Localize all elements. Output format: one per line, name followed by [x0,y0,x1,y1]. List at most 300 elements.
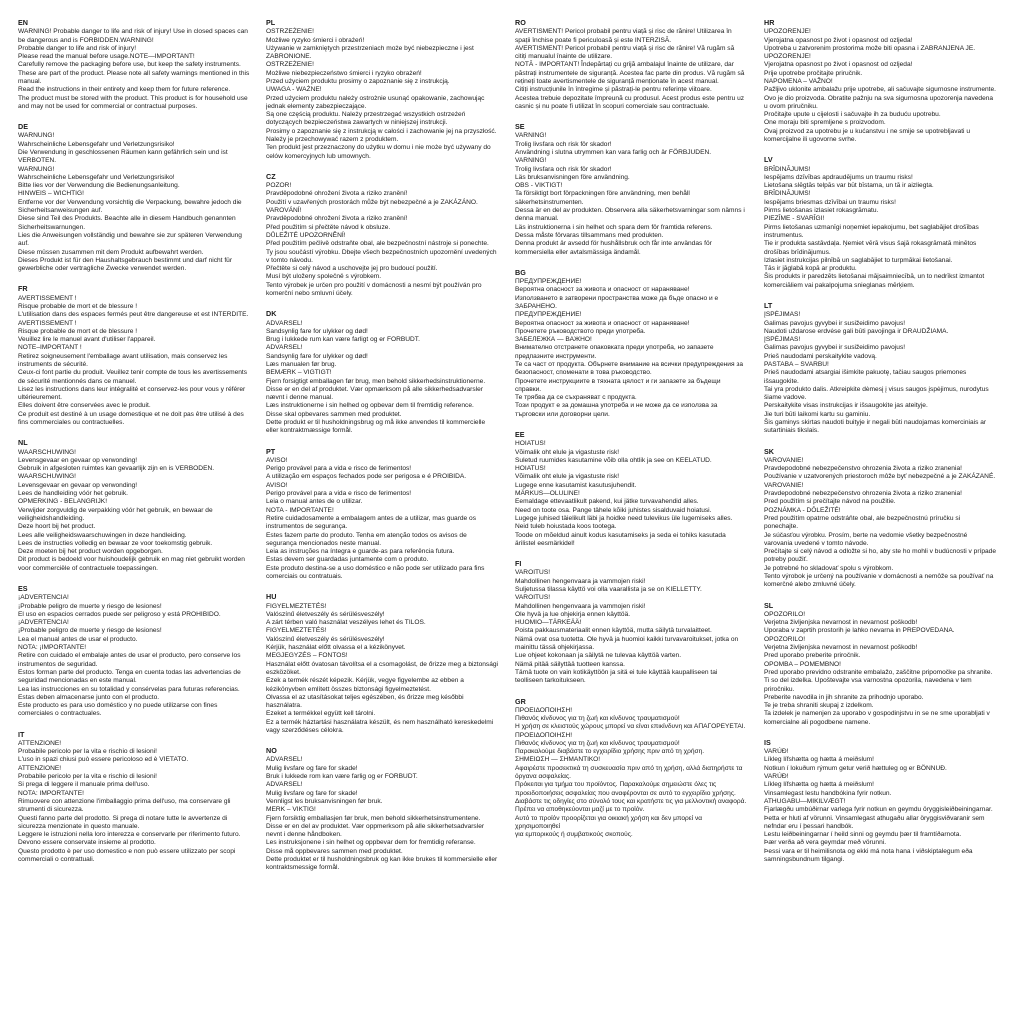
warning-text-block [18,740,250,864]
warning-text-block [266,603,498,736]
warning-line: Před použitím si přečtěte návod k obsluze. [266,223,391,231]
warning-line: Levensgevaar en gevaar op verwonding! [18,481,138,489]
warning-line: Este producto es para uso doméstico y no puede utilizarse con fines comerciales o contractuales. [18,702,218,718]
warning-line: VAROVÁNÍ! [266,207,302,215]
warning-line: Need on toote osa. Pange tähele kõiki juhistes sisalduvaid hoiatusi. [515,506,712,514]
warning-line: Ovo je dio proizvoda. Obratite pažnju na sva sigurnosna upozorenja navedena u ovom priručniku. [764,94,994,110]
warning-line: PIEZĪME - SVARĪGI! [764,215,825,223]
warning-line: Prieš naudodami atsargiai išimkite pakuotę, tačiau saugos priemones išsaugokite. [764,369,967,385]
warning-line: ADVARSEL! [266,319,303,327]
warning-line: VARNING! [515,157,547,165]
warning-line: Pravděpodobné ohrožení života a riziko zranění! [266,215,408,223]
warning-line: VAROVANIE! [764,481,804,489]
warning-line: One moraju biti spremljene s proizvodom. [764,119,886,127]
warning-text-block [515,278,747,419]
warning-line: OSTRZEŻENIE! [266,28,314,36]
warning-line: Je súčasťou výrobku. Prosím, berte na vedomie všetky bezpečnostné varovania uvedené v tomto návode. [764,531,968,547]
warning-line: Přečtěte si celý návod a uschovejte jej pro budoucí použití. [266,265,438,273]
warning-text-block [764,611,996,727]
warning-line: Fjern forsiktig emballasjen før bruk, men behold sikkerhetsinstrumentene. [266,814,481,822]
warning-line: Þetta er hluti af vörunni. Vinsamlegast athugaðu allar öryggisviðvaranir sem nefndar eru í þessari handbók. [764,814,985,830]
warning-line: Lue ohjeet kokonaan ja säilytä ne tulevaa käyttöä varten. [515,652,682,660]
warning-line: Vennligst les bruksanvisningen før bruk. [266,797,383,805]
warning-text-block [764,166,996,290]
language-code: CZ [266,171,276,181]
warning-line: Võimalik oht elule ja vigastuste risk! [515,473,620,481]
warning-line: VAROVANIE! [764,456,804,464]
language-code: IS [764,737,771,747]
warning-line: Disse er en del av produktet. Vær oppmerksom på alle sikkerhetsadvarsler nevnt i denne håndboken. [266,822,485,839]
warning-line: Pravdepodobné nebezpečenstvo ohrozenia života a riziko zranenia! [764,465,962,473]
warning-line: Lies die Anweisungen vollständig und bewahre sie zur späteren Verwendung auf. [18,231,242,248]
warning-text-block [18,28,250,111]
warning-line: ¡Probable peligro de muerte y riesgo de lesiones! [18,602,162,610]
warning-line: Pirms lietošanas izlasiet rokasgrāmatu. [764,207,879,215]
warning-line: Neid tuleb hoiustada koos tootega. [515,523,617,531]
warning-line: Lestu leiðbeiningarnar í heild sinni og geymdu þær til framtíðarnota. [764,831,962,839]
warning-text-block [18,132,250,273]
warning-line: Probabile pericolo per la vita e rischio di lesioni! [18,773,157,781]
warning-line: Þessi vara er til heimilisnota og ekki má nota hana í viðskiptalegum eða samningsbundnum tilgangi. [764,847,973,864]
warning-line: L'utilisation dans des espaces fermés peut être dangereuse et est INTERDITE. [18,311,249,319]
language-code: PT [266,446,276,456]
warning-line: AVERTISMENT! Pericol probabil pentru viață și risc de rănire! Utilizarea în spații închise poate fi periculoasă și este INTERZISĂ. [515,28,732,44]
warning-line: Estes fazem parte do produto. Tenha em atenção todos os avisos de segurança mencionados neste manual. [266,531,467,547]
warning-line: Ten produkt jest przeznaczony do użytku w domu i nie może być używany do celów komercyjnych lub umownych. [266,144,491,160]
warning-line: Prosimy o zapoznanie się z instrukcją w całości i zachowanie jej na przyszłość. [266,127,497,135]
language-section-ee [515,430,747,548]
warning-line: HOIATUS! [515,440,546,448]
warning-line: Prije upotrebe pročitajte priručnik. [764,69,863,77]
language-section-it [18,730,250,865]
language-section-pt [266,447,498,582]
warning-line: Sandsynlig fare for ulykker og død! [266,352,368,360]
warning-line: Használat előtt óvatosan távolítsa el a csomagolást, de őrizze meg a biztonsági eszközöket. [266,660,498,676]
warning-line: Si prega di leggere il manuale prima dell'uso. [18,781,150,789]
warning-line: Olvassa el az utasításokat teljes egészében, és őrizze meg későbbi használatra. [266,693,464,710]
warning-line: MEGJEGYZÉS – FONTOS! [266,652,348,660]
warning-line: Estas devem ser guardadas juntamente com o produto. [266,556,429,564]
warning-line: Denna produkt är avsedd för hushållsbruk och får inte användas för kommersiella eller avtalsmässiga ändamål. [515,240,712,256]
warning-line: Dessa är en del av produkten. Observera alla säkerhetsvarningar som nämns i denna manual. [515,207,745,223]
warning-line: Fjarlægðu umbúðirnar varlega fyrir notkun en geymdu öryggisleiðbeiningarnar. [764,806,993,814]
language-code: FI [515,559,522,569]
language-code: EN [18,18,28,27]
warning-line: Tai yra produkto dalis. Atkreipkite dėmesį į visus saugos įspėjimus, nurodytus šiame vadove. [764,385,989,402]
warning-line: OPOMBA – POMEMBNO! [764,660,841,668]
language-section-lv [764,155,996,290]
warning-line: AVERTISMENT! Pericol probabil pentru viață și risc de rănire! Vă rugăm să citiți manualul înainte de utilizare. [515,44,735,61]
warning-line: Διαβάστε τις οδηγίες στο σύνολό τους και κρατήστε τις για μελλοντική αναφορά. [515,797,747,805]
warning-line: Läs instruktionerna i sin helhet och spara dem för framtida referens. [515,223,713,231]
language-section-gr [515,697,747,840]
warning-line: AVERTISSEMENT ! [18,319,77,327]
warning-line: AVERTISSEMENT ! [18,294,77,302]
warning-line: VAROITUS! [515,569,551,577]
warning-line: POZOR! [266,182,292,190]
warning-text-block [764,28,996,144]
warning-line: Používanie v uzatvorených priestoroch môže byť nebezpečné a je ZAKÁZANÉ. [764,473,996,481]
warning-line: ΠΡΟΕΙΔΟΠΟΙΗΣΗ! [515,731,573,739]
warning-line: ПРЕДУПРЕЖДЕНИЕ! [515,278,582,286]
warning-line: Suljetussa tilassa käyttö voi olla vaarallista ja se on KIELLETTY. [515,585,702,593]
language-section-es [18,584,250,719]
warning-line: Bitte lies vor der Verwendung die Bedienungsanleitung. [18,182,180,190]
warning-line: Citiți instrucțiunile în întregime și păstrați-le pentru referințe viitoare. [515,86,712,94]
warning-line: Risque probable de mort et de blessure ! [18,302,138,310]
warning-line: Deze moeten bij het product worden opgeborgen. [18,548,163,556]
warning-line: Możliwe ryzyko śmierci i obrażeń! [266,36,365,44]
warning-line: Mahdollinen hengenvaara ja vammojen riski! [515,602,646,610]
warning-line: L'uso in spazi chiusi può essere pericoloso ed è VIETATO. [18,756,189,764]
language-code: EE [515,430,525,440]
warning-line: NOTA - IMPORTANTE! [266,506,334,514]
language-section-nl [18,438,250,573]
warning-line: Bruk i lukkede rom kan være farlig og er FORBUDT. [266,773,418,781]
language-section-se [515,122,747,257]
warning-line: Tento výrobek je určen pro použití v domácnosti a nesmí být používán pro komerční nebo smluvní účely. [266,281,482,298]
warning-text-block [515,569,747,685]
warning-line: ΠΡΟΕΙΔΟΠΟΙΗΣΗ! [515,706,573,714]
warning-line: Poista pakkausmateriaalit ennen käyttöä, mutta säilytä turvalaitteet. [515,627,712,635]
warning-line: ĮSPĖJIMAS! [764,311,801,319]
warning-text-block [266,28,498,161]
warning-line: El uso en espacios cerrados puede ser peligroso y está PROHIBIDO. [18,610,221,618]
column-1 [18,18,250,875]
warning-line: Kérjük, használat előtt olvassa el a kézikönyvet. [266,644,406,652]
warning-line: Jie turi būti laikomi kartu su gaminiu. [764,410,871,418]
warning-line: UWAGA - WAŻNE! [266,86,322,94]
warning-line: Leia as instruções na íntegra e guarde-as para referência futura. [266,548,455,556]
language-code: DE [18,122,28,132]
warning-text-block [515,707,747,840]
warning-line: HUOMIO—TÄRKEÄÄ! [515,619,582,627]
warning-line: Wahrscheinliche Lebensgefahr und Verletzungsrisiko! [18,140,175,148]
warning-text-block [266,320,498,436]
language-section-cz [266,172,498,298]
warning-line: Trolig livsfara och risk för skador! [515,165,612,173]
warning-line: Šis gaminys skirtas naudoti buityje ir negali būti naudojamas komerciniais ar sutartiniais tikslais. [764,419,987,435]
language-section-dk [266,309,498,435]
warning-line: Estos forman parte del producto. Tenga en cuenta todas las advertencias de seguridad mencionadas en este manual. [18,668,241,685]
warning-line: Πρέπει να αποθηκεύονται μαζί με το προϊόν. [515,806,645,814]
warning-line: NOTĂ - IMPORTANT! Îndepărtați cu grijă ambalajul înainte de utilizare, dar păstrați instrumentele de siguranță. Acestea fac parte din produs. Vă rugăm să rețineți toate avertismentele de siguranță menționate în acest manual. [515,61,745,85]
warning-line: Notkun í lokuðum rýmum getur verið hættuleg og er BÖNNUÐ. [764,764,947,772]
warning-line: Ezeket a termékkel együtt kell tárolni. [266,710,376,718]
warning-line: Pred použitím si prečítajte návod na použitie. [764,498,896,506]
warning-line: Tie ir produkta sastāvdaļa. Ņemiet vērā visus šajā rokasgrāmatā minētos drošības brīdinājumus. [764,240,977,256]
language-code: HR [764,18,775,27]
warning-line: Вероятна опасност за живота и опасност от нараняване! [515,319,690,327]
warning-text-block [266,756,498,872]
warning-line: Je potrebné ho skladovať spolu s výrobkom. [764,564,894,572]
warning-line: Verjetna življenjska nevarnost in nevarnost poškodb! [764,644,918,652]
warning-line: Prieš naudodami perskaitykite vadovą. [764,352,877,360]
warning-line: Należy je przechowywać razem z produktem. [266,136,399,144]
warning-line: Внимателно отстранете опаковката преди употреба, но запазете предпазните инструменти. [515,344,714,360]
warning-line: NOTA: ¡IMPORTANTE! [18,644,87,652]
warning-line: για εμπορικούς ή συμβατικούς σκοπούς. [515,831,633,839]
warning-line: UPOZORENJE! [764,53,811,61]
warning-line: Pravdepodobné nebezpečenstvo ohrozenia života a riziko zranenia! [764,490,962,498]
language-code: GR [515,696,526,706]
warning-line: UPOZORENJE! [764,28,811,36]
warning-line: Vjerojatna opasnost po život i opasnost od ozljeda! [764,61,913,69]
warning-line: Naudoti uždarose erdvėse gali būti pavojinga ir DRAUDŽIAMA. [764,327,949,335]
warning-line: Verwijder zorgvuldig de verpakking vóór het gebruik, en bewaar de veiligheidshandleiding. [18,506,213,522]
warning-text-block [18,594,250,718]
warning-line: ADVARSEL! [266,344,303,352]
warning-line: ¡Probable peligro de muerte y riesgo de lesiones! [18,627,162,635]
warning-line: Αυτό το προϊόν προορίζεται για οικιακή χρήση και δεν μπορεί να χρησιμοποιηθεί [515,814,703,830]
warning-line: Galimas pavojus gyvybei ir susižeidimo pavojus! [764,319,906,327]
warning-line: Læs instruktionerne i sin helhed og opbevar dem til fremtidig reference. [266,402,474,410]
warning-line: Trolig livsfara och risk för skador! [515,140,612,148]
warning-line: Disse er en del af produktet. Vær opmærksom på alle sikkerhedsadvarsler nævnt i denne manual. [266,385,483,402]
warning-line: AVISO! [266,481,288,489]
language-code: LV [764,155,773,165]
language-code: NL [18,438,28,448]
warning-line: Przed użyciem produktu prosimy o zapoznanie się z instrukcją. [266,77,450,85]
language-section-sl [764,601,996,727]
warning-line: Rimuovere con attenzione l'imballaggio prima dell'uso, ma conservare gli strumenti di sicurezza. [18,797,231,814]
warning-line: Wahrscheinliche Lebensgefahr und Verletzungsrisiko! [18,173,175,181]
warning-line: ADVARSEL! [266,781,303,789]
language-section-no [266,746,498,872]
language-code: FR [18,284,28,294]
column-4 [764,18,996,875]
language-section-bg [515,268,747,419]
warning-line: Πιθανός κίνδυνος για τη ζωή και κίνδυνος τραυματισμού! [515,715,680,722]
warning-line: HOIATUS! [515,465,546,473]
warning-line: Ez a termék háztartási használatra készült, és nem használható kereskedelmi vagy szerződéses célokra. [266,718,494,734]
warning-line: Przed użyciem produktu należy ostrożnie usunąć opakowanie, zachowując jednak elementy zabezpieczające. [266,94,485,110]
warning-line: Прочетете ръководството преди употреба. [515,327,646,335]
warning-line: BRĪDINĀJUMS! [764,190,811,198]
warning-line: Líkleg lífshætta og hætta á meiðslum! [764,781,874,789]
warning-line: Läs bruksanvisningen före användning. [515,173,630,181]
warning-line: Този продукт е за домашна употреба и не може да се използва за търговски или договорни цели. [515,402,718,418]
language-section-en [18,18,250,111]
warning-line: Ty jsou součástí výrobku. Dbejte všech bezpečnostních upozornění uvedených v tomto návodu. [266,248,497,264]
warning-line: Są one częścią produktu. Należy przestrzegać wszystkich ostrzeżeń dotyczących bezpieczeństwa zawartych w niniejszej instrukcji. [266,111,466,127]
warning-line: Nämä pitää säilyttää tuotteen kanssa. [515,660,625,668]
warning-line: Entferne vor der Verwendung vorsichtig die Verpackung, bewahre jedoch die Sicherheitsanweisungen auf. [18,198,242,215]
warning-line: Możliwe niebezpieczeństwo śmierci i ryzyko obrażeń! [266,69,422,77]
warning-line: Leia o manual antes de o utilizar. [266,498,363,506]
warning-line: Gebruik in afgesloten ruimtes kan gevaarlijk zijn en is VERBODEN. [18,465,215,473]
warning-text-block [764,457,996,590]
warning-line: Ole hyvä ja lue ohjekirja ennen käyttöä. [515,610,631,618]
warning-line: Mulig livsfare og fare for skade! [266,789,358,797]
warning-line: ĮSPĖJIMAS! [764,336,801,344]
warning-line: Ezek a termék részét képezik. Kérjük, vegye figyelembe az ebben a kézikönyvben említett összes biztonsági figyelmeztetést. [266,677,464,693]
warning-line: Upotreba u zatvorenim prostorima može biti opasna i ZABRANJENA JE. [764,44,976,52]
warning-text-block [515,132,747,256]
warning-line: Παρακαλούμε διαβάστε το εγχειρίδιο χρήσης πριν από τη χρήση. [515,748,705,756]
warning-line: MERK – VIKTIG! [266,806,316,814]
warning-line: ПРЕДУПРЕЖДЕНИЕ! [515,311,582,319]
warning-line: Probabile pericolo per la vita e rischio di lesioni! [18,748,157,756]
warning-line: HINWEIS – WICHTIG! [18,190,84,198]
warning-line: VARÚÐ! [764,773,789,781]
warning-text-block [764,311,996,435]
warning-line: Lietošana slēgtās telpās var būt bīstama, un tā ir aizliegta. [764,182,934,190]
warning-line: ATTENZIONE! [18,739,62,747]
warning-line: ¡ADVERTENCIA! [18,594,69,602]
warning-line: Eemaldage ettevaatlikult pakend, kui jätke turvavahendid alles. [515,498,699,506]
warning-line: Estas deben almacenarse junto con el producto. [18,693,160,701]
warning-line: Dessa måste förvaras tillsammans med produkten. [515,231,664,239]
language-code: PL [266,18,276,27]
warning-line: WARNING! Probable danger to life and risk of injury! Use in closed spaces can be dangerous and is FORBIDDEN.WARNING! [18,28,248,44]
warning-line: Læs manualen før brug. [266,361,337,368]
warning-line: Galimas pavojus gyvybei ir susižeidimo pavojus! [764,344,906,352]
warning-line: WAARSCHUWING! [18,448,76,456]
warning-line: Pažljivo uklonite ambalažu prije upotrebe, ali sačuvajte sigurnosne instrumente. [764,86,996,94]
language-section-hr [764,18,996,144]
warning-line: Deze hoort bij het product. [18,523,96,531]
language-code: SE [515,122,525,132]
warning-line: BEMÆRK – VIGTIGT! [266,369,332,377]
warning-line: Pravděpodobné ohrožení života a riziko zranění! [266,190,408,198]
language-code: RO [515,18,526,27]
warning-line: Veuillez lire le manuel avant d'utiliser l'appareil. [18,336,156,344]
warning-line: ADVARSEL! [266,756,303,764]
warning-line: Carefully remove the packaging before use, but keep the safety instruments. [18,61,241,69]
warning-line: Þær verða að vera geymdar með vörunni. [764,839,887,847]
warning-line: Šis produkts ir paredzēts lietošanai mājsaimniecībā, un to nedrīkst izmantot komerciāliem vai pakalpojuma snieglanas mērķiem. [764,273,985,289]
warning-line: Pirms lietošanas uzmanīgi noņemiet iepakojumu, bet saglabājiet drošības instrumentus. [764,223,979,239]
warning-line: A zárt térben való használat veszélyes lehet és TILOS. [266,619,426,627]
language-code: NO [266,746,277,756]
warning-line: OPMERKING - BELANGRIJK! [18,498,108,506]
warning-line: OPOZORILO! [764,610,806,618]
language-section-ro [515,18,747,111]
warning-line: ¡ADVERTENCIA! [18,619,69,627]
warning-line: NAPOMENA – VAŽNO! [764,77,833,85]
warning-line: Valószínű életveszély és sérülésveszély! [266,635,385,643]
warning-line: Te je treba shraniti skupaj z izdelkom. [764,702,874,710]
warning-line: Fjern forsigtigt emballagen før brug, men behold sikkerhedsinstruktionerne. [266,377,486,385]
warning-line: FIGYELMEZTETÉS! [266,627,327,635]
warning-line: Preberite navodila in jih shranite za prihodnjo uporabo. [764,693,924,701]
language-code: IT [18,729,25,739]
warning-line: Ceux-ci font partie du produit. Veuillez tenir compte de tous les avertissements de sécurité mentionnés dans ce manuel. [18,369,248,385]
warning-line: Ce produit est destiné à un usage domestique et ne doit pas être utilisé à des fins commerciales ou contractuelles. [18,410,244,427]
warning-line: Valószínű életveszély és sérülésveszély! [266,610,385,618]
warning-line: OSTRZEŻENIE! [266,61,314,69]
warning-line: Este produto destina-se a uso doméstico e não pode ser utilizado para fins comerciais ou contratuais. [266,564,485,581]
warning-line: Vjerojatna opasnost po život i opasnost od ozljeda! [764,36,913,44]
language-code: DK [266,309,277,319]
warning-line: Iespējams briesmas dzīvībai un traumu risks! [764,198,896,206]
warning-line: Võimalik oht elule ja vigastuste risk! [515,448,620,456]
warning-line: Použití v uzavřených prostorách může být nebezpečné a je ZAKÁZÁNO. [266,198,478,206]
language-section-pl [266,18,498,161]
warning-line: NOTA: IMPORTANTE! [18,789,84,797]
warning-line: OBS - VIKTIGT! [515,182,563,190]
warning-line: Les instruksjonene i sin helhet og oppbevar dem for fremtidig referanse. [266,839,476,847]
column-2 [266,18,498,884]
warning-line: Die Verwendung in geschlossenen Räumen kann gefährlich sein und ist VERBOTEN. [18,148,228,165]
warning-line: Prečítajte si celý návod a odložte si ho, aby ste ho mohli v budúcnosti v prípade potreby použiť. [764,548,996,564]
warning-line: Lisez les instructions dans leur intégralité et conservez-les pour vous y référer ultérieurement. [18,385,246,402]
warning-line: Mulig livsfare og fare for skade! [266,764,358,772]
warning-line: Uporaba v zaprtih prostorih je lahko nevarna in PREPOVEDANA. [764,627,955,635]
warning-line: PASTABA – SVARBU! [764,361,829,368]
warning-line: Dette produkt er til husholdningsbrug og må ikke anvendes til kommercielle eller kontraktmæssige formål. [266,419,486,435]
warning-line: Lees alle veiligheidswaarschuwingen in deze handleiding. [18,531,187,539]
warning-line: Questo prodotto è per uso domestico e non può essere utilizzato per scopi commerciali o contrattuali. [18,847,236,864]
language-code: SL [764,600,774,610]
warning-line: Ta försiktigt bort förpackningen före användning, men behåll säkerhetsinstrumenten. [515,190,690,206]
warning-line: MÄRKUS—OLULINE! [515,490,580,498]
warning-line: Tās ir jāglabā kopā ar produktu. [764,265,857,273]
warning-line: POZNÁMKA - DÔLEŽITÉ! [764,506,841,514]
warning-line: Те трябва да се съхраняват с продукта. [515,394,637,402]
warning-line: Те са част от продукта. Обърнете внимание на всички предупреждения за безопасност, споменати в това ръководство. [515,361,744,377]
warning-text-block [18,449,250,573]
warning-line: Retirez soigneusement l'emballage avant utilisation, mais conservez les instruments de sécurité. [18,352,228,368]
warning-line: Lea el manual antes de usar el producto. [18,635,138,643]
warning-line: Lees de handleiding vóór het gebruik. [18,490,128,498]
warning-line: Suletud ruumides kasutamine võib olla ohtlik ja see on KEELATUD. [515,456,712,464]
warning-line: Perigo provável para a vida e risco de ferimentos! [266,490,412,498]
warning-line: Retire cuidadosamente a embalagem antes de a utilizar, mas guarde os instrumentos de segurança. [266,514,477,531]
warning-line: Pročitajte upute u cijelosti i sačuvajte ih za buduću upotrebu. [764,111,941,119]
warning-line: Devono essere conservate insieme al prodotto. [18,839,156,847]
warning-line: VARÚÐ! [764,748,789,756]
warning-line: Disse må oppbevares sammen med produktet. [266,847,403,855]
warning-line: Ti so del izdelka. Upoštevajte vsa varnostna opozorila, navedena v tem priročniku. [764,677,972,693]
warning-line: Αφαιρέστε προσεκτικά τη συσκευασία πριν από τη χρήση, αλλά διατηρήστε τα όργανα ασφαλείας. [515,764,743,781]
warning-line: DŮLEŽITÉ UPOZORNĚNÍ! [266,231,346,239]
language-section-is [764,738,996,864]
warning-line: Dit product is bedoeld voor huishoudelijk gebruik en mag niet gebruikt worden voor commerciële of contractuele toepassingen. [18,556,245,572]
warning-line: Pred použitím opatrne odstráňte obal, ale bezpečnostnú príručku si ponechajte. [764,514,961,531]
warning-line: BRĪDINĀJUMS! [764,165,811,173]
warning-text-block [515,440,747,548]
warning-line: Tämä tuote on vain kotikäyttöön ja sitä ei tule käyttää kaupalliseen tai teolliseen tarkoitukseen. [515,668,718,685]
warning-line: Retire con cuidado el embalaje antes de usar el producto, pero conserve los instrumentos de seguridad. [18,652,241,668]
warning-line: Pred uporabo previdno odstranite embalažo, zaščitne pripomočke pa shranite. [764,668,993,676]
language-section-lt [764,301,996,436]
language-code: SK [764,446,774,456]
warning-line: Използването в затворени пространства може да бъде опасно и е ЗАБРАНЕНО. [515,294,719,310]
warning-line: Levensgevaar en gevaar op verwonding! [18,456,138,464]
warning-line: Leggere le istruzioni nella loro interezza e conservarle per riferimento futuro. [18,831,241,839]
warning-line: Probable danger to life and risk of injury! [18,44,137,52]
warning-line: Lees de instructies volledig en bewaar ze voor toekomstig gebruik. [18,539,213,547]
warning-line: Perskaitykite visas instrukcijas ir išsaugokite jas ateityje. [764,402,928,410]
warning-line: Musí být uloženy společně s výrobkem. [266,273,382,281]
warning-line: Lugege enne kasutamist kasutusjuhendit. [515,481,637,489]
warning-line: WARNUNG! [18,132,55,140]
warning-line: Tento výrobok je určený na používanie v domácnosti a nemôže sa používať na komerčné alebo zmluvné účely. [764,573,994,589]
warning-line: Dieses Produkt ist für den Haushaltsgebrauch bestimmt und darf nicht für gewerbliche oder vertragliche Zwecke verwendet werden. [18,256,233,273]
warning-line: WARNUNG! [18,165,55,173]
language-code: HU [266,592,277,602]
language-section-fr [18,284,250,427]
warning-line: Please read the manual before usage.NOTE—IMPORTANT! [18,53,195,61]
warning-line: Questi fanno parte del prodotto. Si prega di notare tutte le avvertenze di sicurezza menzionate in questo manuale. [18,814,228,830]
warning-line: ATHUGABU—MIKILVÆGT! [764,797,846,805]
warning-line: Вероятна опасност за живота и опасност от нараняване! [515,286,690,294]
language-code: LT [764,301,773,311]
language-section-de [18,122,250,273]
warning-line: Verjetna življenjska nevarnost in nevarnost poškodb! [764,619,918,627]
